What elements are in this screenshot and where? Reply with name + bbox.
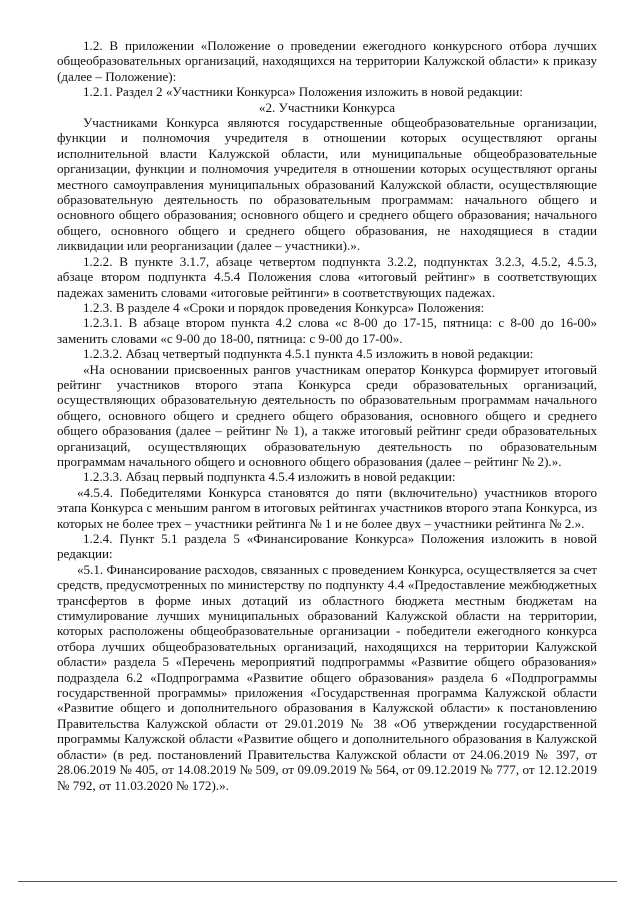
paragraph-1-2-4: 1.2.4. Пункт 5.1 раздела 5 «Финансирование Конкурса» Положения изложить в новой редакции: <box>57 531 597 562</box>
paragraph-1-2-3-3: 1.2.3.3. Абзац первый подпункта 4.5.4 изложить в новой редакции: <box>83 469 456 485</box>
paragraph-1-2-3-2: 1.2.3.2. Абзац четвертый подпункта 4.5.1 пункта 4.5 изложить в новой редакции: <box>83 346 534 362</box>
paragraph-1-2: 1.2. В приложении «Положение о проведении ежегодного конкурсного отбора лучших общеобразовательных организаций, находящихся на территории Калужской области» к приказу (далее – Положение): <box>57 38 597 84</box>
paragraph-5-1-quote: «5.1. Финансирование расходов, связанных с проведением Конкурса, осуществляется за счет средств, предусмотренных по министерству по подпункту 4.4 «Предоставление межбюджетных трансфертов в форме иных дотаций из областного бюджета местным бюджетам на стимулирование лучших муниципальных образований Калужской области на территории, которых расположены общеобразовательные организации - победители ежегодного конкурса отбора лучших общеобразовательных организаций, находящихся на территории Калужской области» раздела 5 «Перечень мероприятий подпрограммы «Развитие общего образования» подраздела 6.2 «Подпрограмма «Развитие общего образования» раздела 6 «Подпрограммы государственной программы» приложения «Государственная программа Калужской области «Развитие общего и дополнительного образования в Калужской области» к постановлению Правительства Калужской области от 29.01.2019 № 38 «Об утверждении государственной программы Калужской области «Развитие общего и дополнительного образования в Калужской области» (в ред. постановлений Правительства Калужской области от 24.06.2019 № 397, от 28.06.2019 № 405, от 14.08.2019 № 509, от 09.09.2019 № 564, от 09.12.2019 № 777, от 12.12.2019 № 792, от 11.03.2020 № 172).». <box>57 561 597 793</box>
paragraph-1-2-3: 1.2.3. В разделе 4 «Сроки и порядок проведения Конкурса» Положения: <box>83 299 485 315</box>
footer-divider <box>18 881 617 882</box>
paragraph-1-2-2: 1.2.2. В пункте 3.1.7, абзаце четвертом подпункта 3.2.2, подпунктах 3.2.3, 4.5.2, 4.5.3, абзаце втором подпункта 4.5.4 Положения слова «итоговый рейтинг» в соответствующих падежах заменить словами «итоговые рейтинги» в соответствующих падежах. <box>57 253 597 300</box>
paragraph-1-2-3-1: 1.2.3.1. В абзаце втором пункта 4.2 слова «с 8-00 до 17-15, пятница: с 8-00 до 16-00» заменить словами «с 9-00 до 18-00, пятница: с 9-00 до 17-00». <box>57 315 597 346</box>
paragraph-1-2-1: 1.2.1. Раздел 2 «Участники Конкурса» Положения изложить в новой редакции: <box>83 84 523 100</box>
paragraph-participants: Участниками Конкурса являются государственные общеобразовательные организации, функции и полномочия учредителя в отношении которых осуществляют органы исполнительной власти Калужской области, или муниципальные общеобразовательные организации, функции и полномочия учредителя в отношении которых осуществляют органы местного самоуправления муниципальных образований Калужской области, осуществляющие образовательную деятельность по образовательным программам: начального общего и основного общего образования; основного общего и среднего общего образования; начального общего, основного общего и среднего общего образования, не находящиеся в стадии ликвидации или реорганизации (далее – участники).». <box>57 115 597 254</box>
section-heading: «2. Участники Конкурса <box>258 99 396 115</box>
document-page <box>57 38 597 793</box>
paragraph-rating-quote: «На основании присвоенных рангов участникам оператор Конкурса формирует итоговый рейтинг участников второго этапа Конкурса среди образовательных организаций, осуществляющих образовательную деятельность по образовательным программам начального общего, основного общего и среднего общего образования, основного общего и среднего общего образования (далее – рейтинг № 1), а также итоговый рейтинг среди образовательных организаций, осуществляющих образовательную деятельность по образовательным программам начального общего и основного общего образования (далее – рейтинг № 2).». <box>57 361 597 469</box>
paragraph-4-5-4-quote: «4.5.4. Победителями Конкурса становятся до пяти (включительно) участников второго этапа Конкурса с меньшим рангом в итоговых рейтингах участников второго этапа Конкурса, из которых не более трех – участники рейтинга № 1 и не более двух – участники рейтинга № 2.». <box>57 484 597 531</box>
